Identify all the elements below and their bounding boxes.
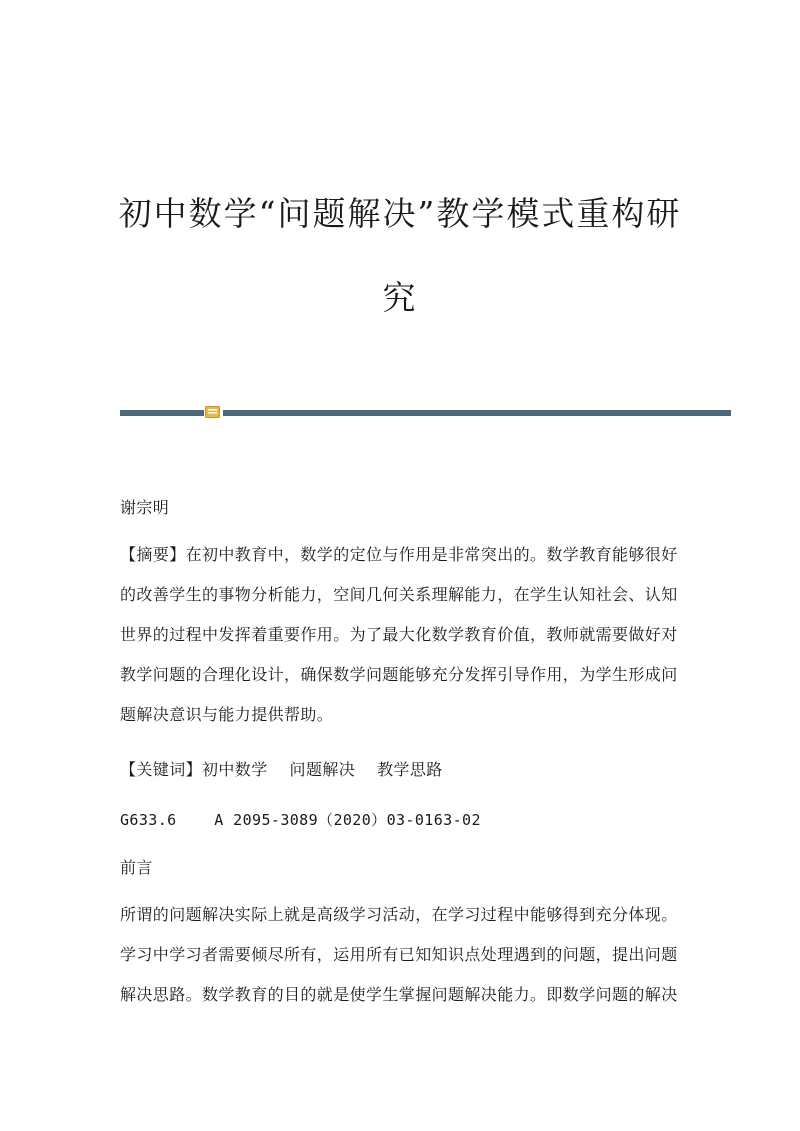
classification-codes: G633.6 A 2095-3089（2020）03-0163-02 xyxy=(120,811,481,829)
document-icon xyxy=(205,406,220,418)
abstract-line: 题解决意识与能力提供帮助。 xyxy=(120,705,334,724)
document-title-line-1: 初中数学“问题解决”教学模式重构研 xyxy=(118,194,682,233)
document-title-line-2: 究 xyxy=(382,278,418,317)
title-divider-right xyxy=(223,410,731,416)
body-paragraph xyxy=(120,895,690,1015)
keywords: 【关键词】初中数学 问题解决 教学思路 xyxy=(120,760,443,779)
body-line: 学习中学习者需要倾尽所有，运用所有已知知识点处理遇到的问题，提出问题 xyxy=(120,945,678,964)
body-line: 所谓的问题解决实际上就是高级学习活动，在学习过程中能够得到充分体现。 xyxy=(120,905,678,924)
abstract-line: 教学问题的合理化设计，确保数学问题能够充分发挥引导作用，为学生形成问 xyxy=(120,665,678,684)
abstract-line: 【摘要】在初中教育中，数学的定位与作用是非常突出的。数学教育能够很好 xyxy=(120,545,678,564)
title-divider-left xyxy=(120,410,204,416)
abstract xyxy=(120,535,690,735)
abstract-line: 的改善学生的事物分析能力，空间几何关系理解能力，在学生认知社会、认知 xyxy=(120,585,678,604)
abstract-line: 世界的过程中发挥着重要作用。为了最大化数学教育价值，教师就需要做好对 xyxy=(120,625,678,644)
body-line: 解决思路。数学教育的目的就是使学生掌握问题解决能力。即数学问题的解决 xyxy=(120,985,678,1004)
author-name: 谢宗明 xyxy=(120,498,170,517)
preface-heading: 前言 xyxy=(120,858,153,877)
